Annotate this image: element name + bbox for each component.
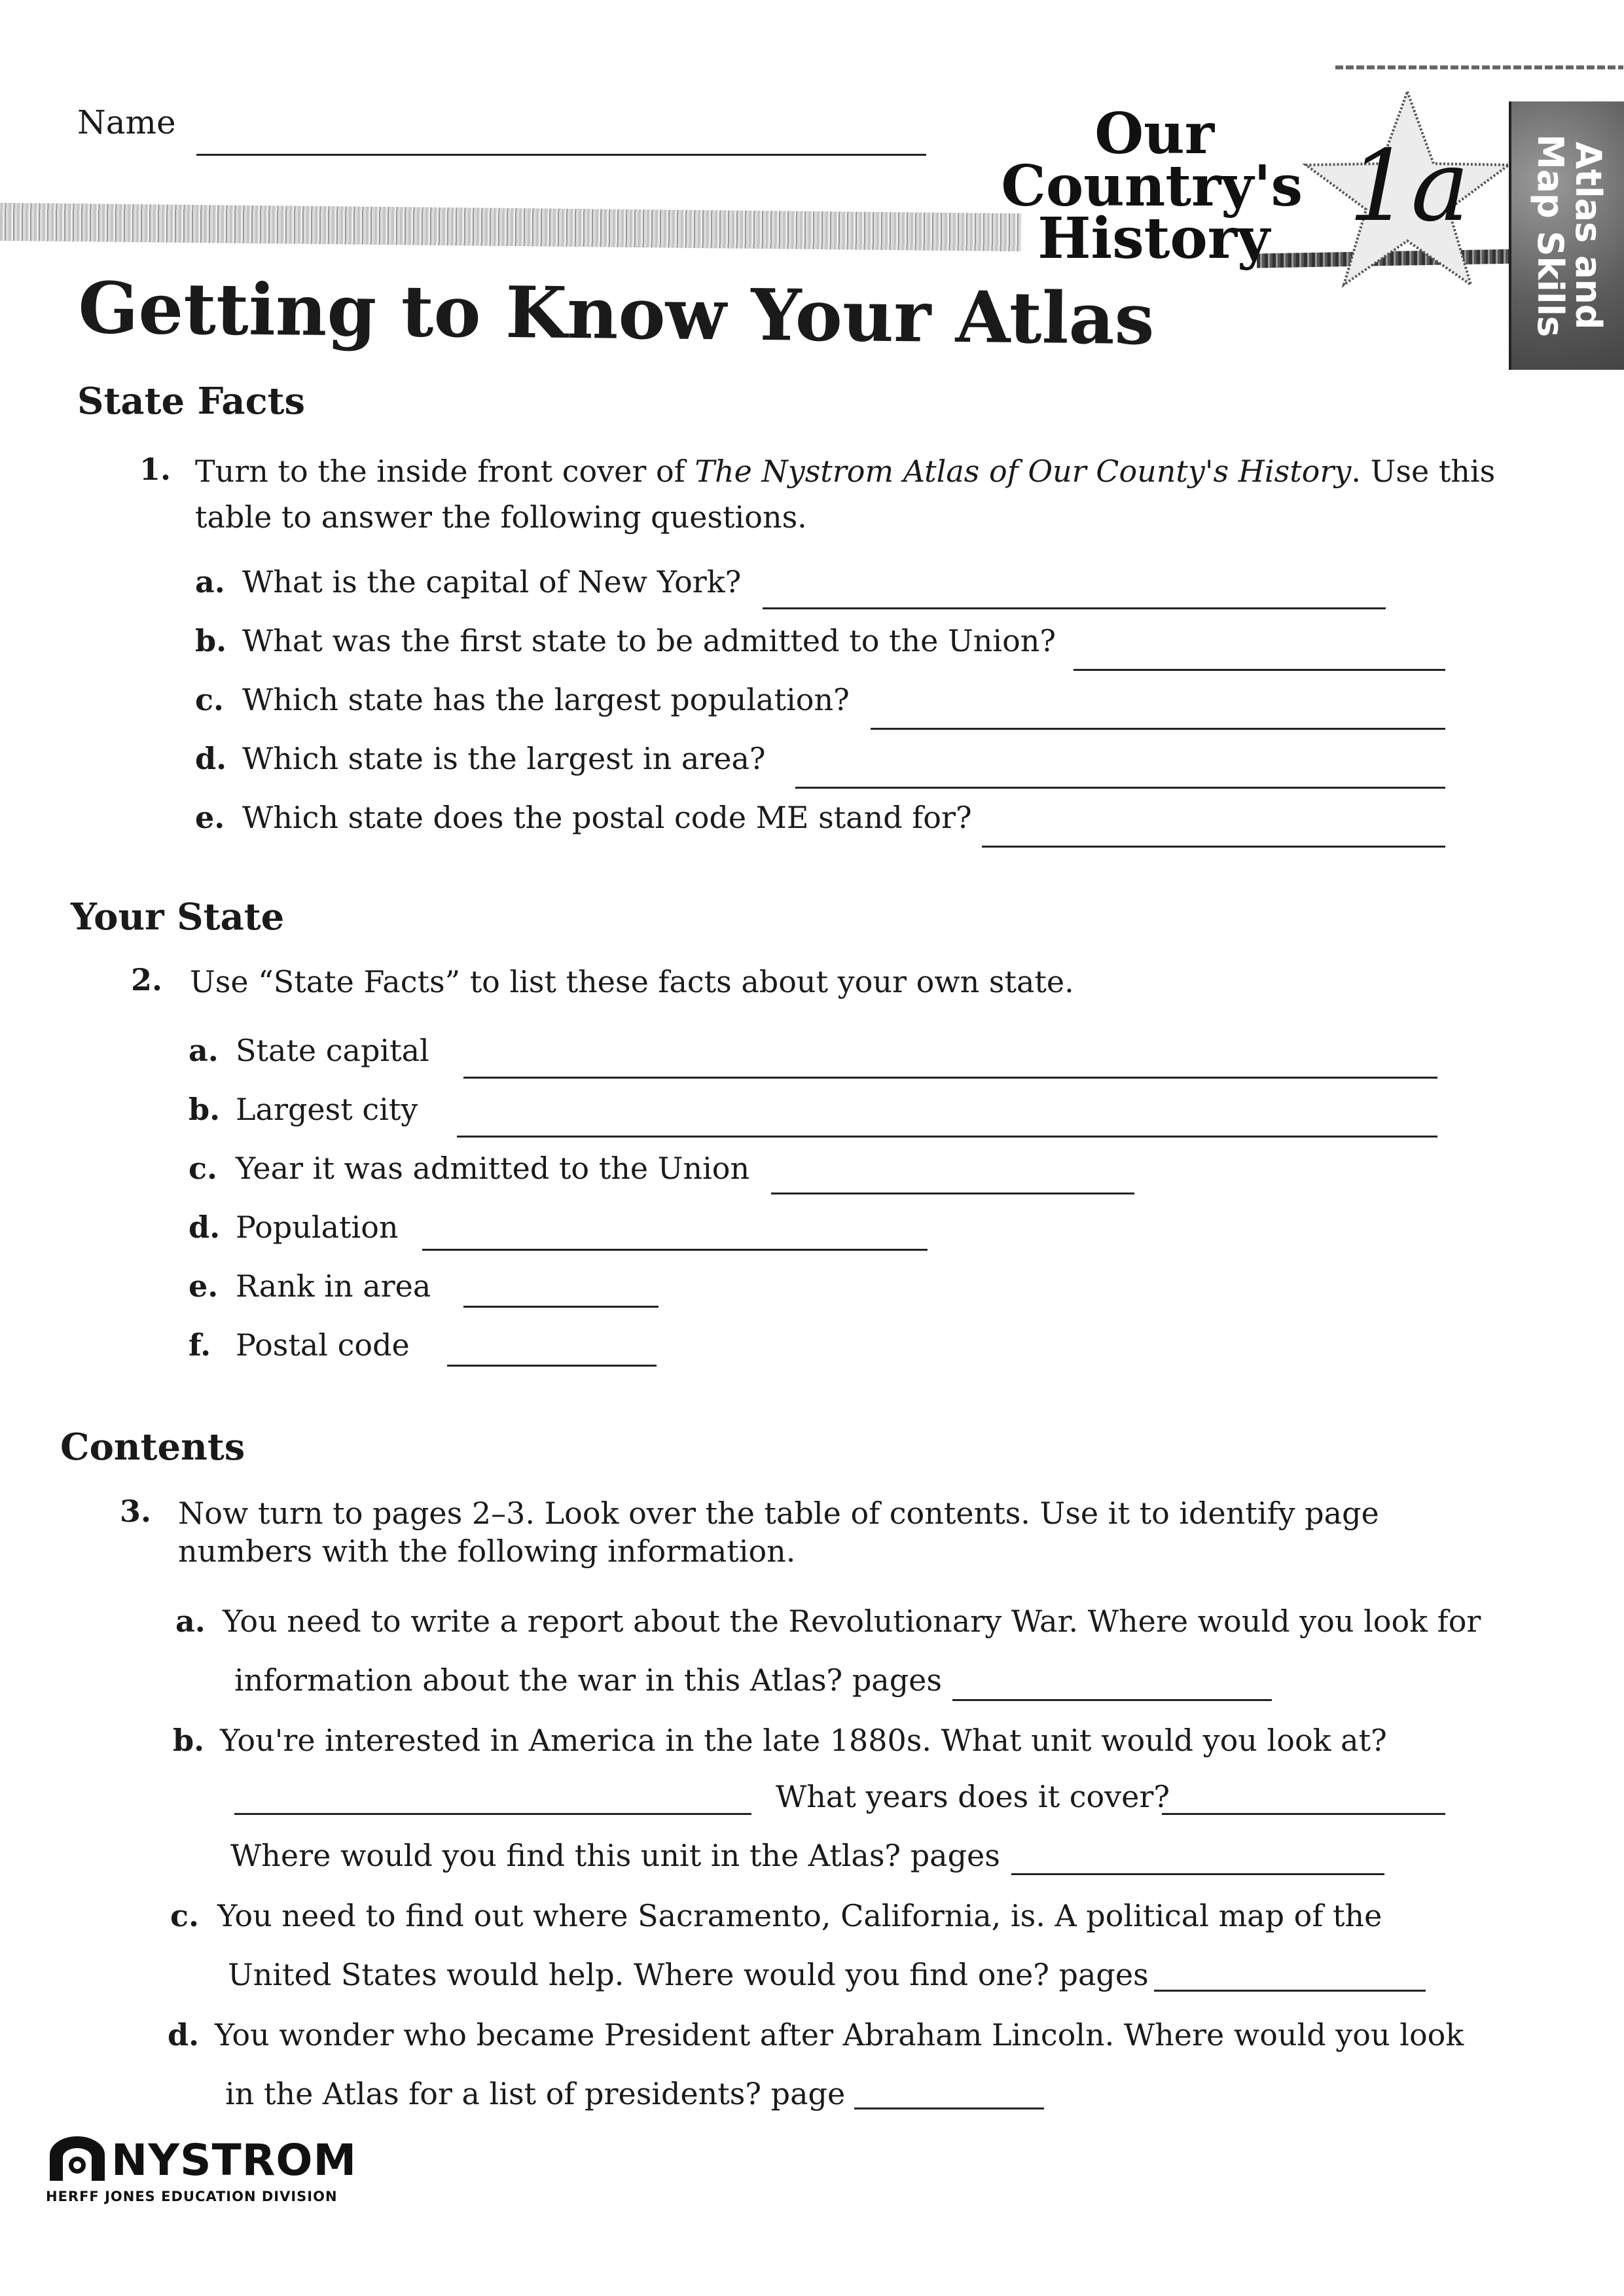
item-text: Postal code [236, 1327, 410, 1363]
q2-item-b [189, 1092, 418, 1127]
brand-line-2: Country's [1001, 153, 1303, 219]
q3-item-b-line-2: What years does it cover? [776, 1779, 1170, 1814]
question-1-number: 1. [139, 452, 171, 487]
q3-item-c-line-1 [170, 1898, 1382, 1933]
question-1-line-2: table to answer the following questions. [195, 499, 807, 535]
q2-item-d [189, 1210, 399, 1245]
item-letter: c. [189, 1151, 218, 1186]
lesson-number: 1a [1348, 130, 1470, 243]
name-answer-line[interactable] [196, 154, 926, 156]
q3b-years-answer-line[interactable] [1162, 1813, 1445, 1815]
item-text: Year it was admitted to the Union [236, 1151, 750, 1186]
nystrom-wordmark: NYSTROM [111, 2135, 357, 2185]
q1b-answer-line[interactable] [1074, 669, 1445, 671]
name-label: Name [77, 103, 176, 141]
item-letter: e. [195, 800, 225, 835]
item-text: You wonder who became President after Abraham Lincoln. Where would you look [215, 2017, 1464, 2053]
question-2-text: Use “State Facts” to list these facts about your own state. [190, 964, 1074, 999]
q3-item-a-line-1 [175, 1604, 1481, 1639]
q1-item-a [195, 564, 741, 600]
q1c-answer-line[interactable] [871, 728, 1445, 730]
item-letter: a. [189, 1033, 219, 1068]
section-heading-your-state: Your State [71, 895, 285, 939]
item-letter: a. [175, 1604, 206, 1639]
item-text: You're interested in America in the late 1880s. What unit would you look at? [220, 1723, 1387, 1758]
q1-text-pre: Turn to the inside front cover of [195, 454, 695, 489]
item-letter: c. [170, 1898, 200, 1933]
item-text: Rank in area [236, 1268, 431, 1304]
nystrom-logo-mark-icon [46, 2135, 109, 2182]
q3-item-d-line-1 [168, 2017, 1464, 2053]
item-text: You need to find out where Sacramento, California, is. A political map of the [217, 1898, 1382, 1933]
q3-item-d-line-2: in the Atlas for a list of presidents? page [225, 2076, 846, 2111]
item-text: You need to write a report about the Revolutionary War. Where would you look for [223, 1604, 1481, 1639]
item-text: Which state has the largest population? [242, 682, 850, 717]
tab-line-1: Atlas and [1568, 141, 1609, 330]
item-letter: b. [189, 1092, 221, 1127]
q2c-answer-line[interactable] [771, 1193, 1134, 1194]
page-title: Getting to Know Your Atlas [77, 267, 1155, 361]
q3a-answer-line[interactable] [952, 1699, 1272, 1701]
item-text: Largest city [236, 1092, 418, 1127]
q2e-answer-line[interactable] [463, 1306, 659, 1308]
item-letter: a. [195, 564, 225, 600]
q2f-answer-line[interactable] [447, 1365, 657, 1367]
chapter-tab [1509, 101, 1624, 370]
item-text: Which state does the postal code ME stand for? [242, 800, 972, 835]
question-3-number: 3. [120, 1494, 152, 1529]
q3c-answer-line[interactable] [1154, 1990, 1426, 1992]
item-letter: d. [189, 1210, 221, 1245]
q2-item-f [189, 1327, 410, 1363]
section-heading-state-facts: State Facts [77, 380, 306, 423]
brand-line-1: Our [1094, 101, 1214, 167]
q1a-answer-line[interactable] [763, 607, 1386, 609]
chapter-tab-label [1531, 134, 1607, 337]
series-brand [982, 101, 1303, 272]
item-letter: c. [195, 682, 225, 717]
section-heading-contents: Contents [60, 1426, 245, 1469]
q3-item-c-line-2: United States would help. Where would you find one? pages [228, 1957, 1149, 1992]
atlas-title: The Nystrom Atlas of Our County's History [695, 454, 1352, 489]
nystrom-division: HERFF JONES EDUCATION DIVISION [46, 2189, 338, 2204]
q2d-answer-line[interactable] [422, 1249, 928, 1251]
q1-item-b [195, 623, 1056, 658]
q1e-answer-line[interactable] [982, 846, 1445, 848]
item-letter: b. [173, 1723, 205, 1758]
top-edge-scan-mark [1335, 65, 1623, 69]
q1-item-e [195, 800, 972, 835]
item-letter: d. [195, 741, 227, 776]
q1-text-post: . Use this [1351, 454, 1496, 489]
q2b-answer-line[interactable] [457, 1136, 1437, 1138]
q3b-unit-answer-line[interactable] [234, 1813, 751, 1815]
q3-item-b-line-1 [173, 1723, 1387, 1758]
question-1-line-1 [195, 452, 1495, 491]
question-3-line-2: numbers with the following information. [178, 1534, 796, 1569]
item-letter: b. [195, 623, 227, 658]
item-text: State capital [236, 1033, 429, 1068]
q3-item-a-line-2: information about the war in this Atlas? pages [234, 1662, 942, 1698]
header-banner-strip [0, 203, 1021, 251]
question-3-line-1: Now turn to pages 2–3. Look over the table of contents. Use it to identify page [178, 1496, 1379, 1531]
tab-line-2: Map Skills [1530, 134, 1571, 338]
item-letter: f. [189, 1327, 211, 1363]
item-text: What was the first state to be admitted to the Union? [242, 623, 1056, 658]
q2a-answer-line[interactable] [463, 1077, 1437, 1079]
item-text: Which state is the largest in area? [242, 741, 766, 776]
item-text: Population [236, 1210, 399, 1245]
q3b-pages-answer-line[interactable] [1011, 1873, 1384, 1875]
brand-line-3: History [1038, 206, 1270, 272]
q2-item-e [189, 1268, 431, 1304]
item-text: What is the capital of New York? [242, 564, 742, 600]
q1d-answer-line[interactable] [795, 787, 1445, 789]
q3d-answer-line[interactable] [854, 2108, 1044, 2109]
q2-item-c [189, 1151, 749, 1186]
q3-item-b-line-3: Where would you find this unit in the Atlas? pages [230, 1838, 1000, 1873]
question-2-number: 2. [131, 962, 163, 997]
q1-item-d [195, 741, 766, 776]
item-letter: d. [168, 2017, 200, 2053]
item-letter: e. [189, 1268, 219, 1304]
q1-item-c [195, 682, 850, 717]
q2-item-a [189, 1033, 429, 1068]
